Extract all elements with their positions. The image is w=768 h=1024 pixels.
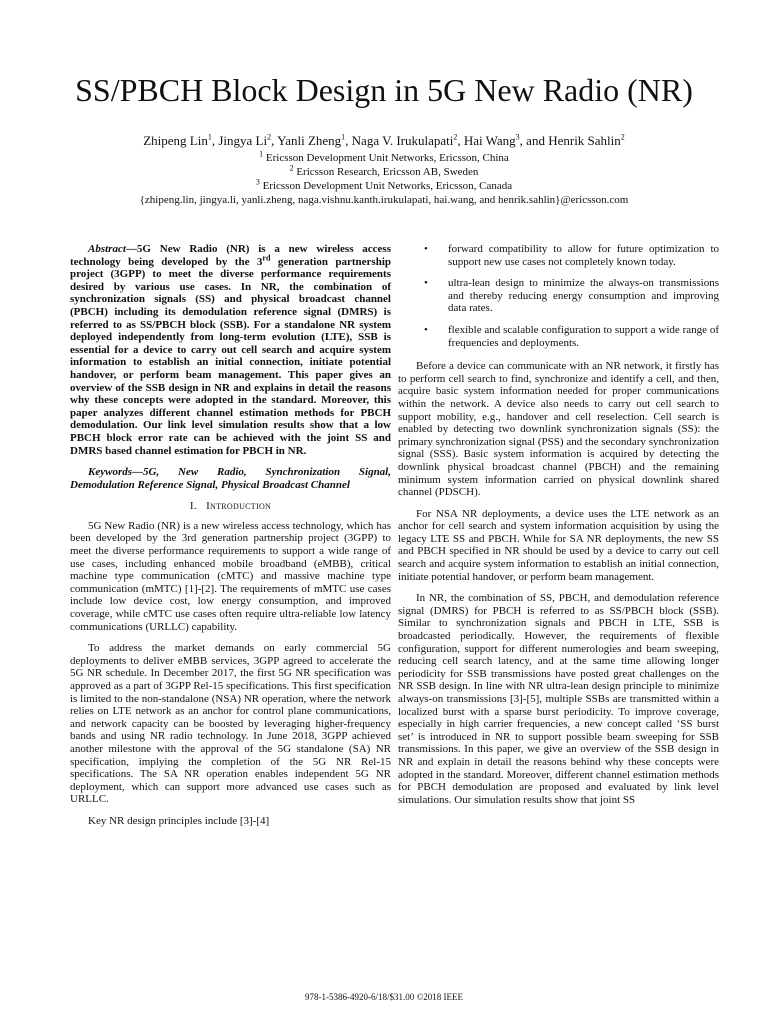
- list-item-text: forward compatibility to allow for future optimization to support new use cases not completely known today.: [448, 243, 719, 268]
- abstract: [70, 243, 391, 457]
- abstract-superscript: rd: [262, 252, 271, 262]
- author-affiliation-mark: 1: [341, 132, 346, 142]
- author-name: Zhipeng Lin: [143, 133, 208, 148]
- author-separator: ,: [345, 133, 352, 148]
- design-principles-list: [398, 243, 719, 349]
- author-name: Jingya Li: [218, 133, 268, 148]
- copyright-footer: 978-1-5386-4920-6/18/$31.00 ©2018 IEEE: [304, 992, 464, 1002]
- affiliation: [20, 165, 748, 179]
- author-affiliation-mark: 2: [267, 132, 272, 142]
- paper-title: SS/PBCH Block Design in 5G New Radio (NR): [75, 72, 693, 108]
- body-paragraph: Key NR design principles include [3]-[4]: [88, 814, 270, 827]
- affiliation-mark: 2: [289, 163, 294, 173]
- body-paragraph: 5G New Radio (NR) is a new wireless access technology, which has been developed by the 3rd generation partnership project (3GPP) to meet the diverse performance requirements to support a wide range of use cases, including enhanced mobile broadband (eMBB), critical machine type communication (cMTC) and massive machine type communication (mMTC) [1]-[2]. The requirements of mMTC use cases include low device cost, low energy consumption, and improved coverage, while cMTC use cases often require ultra-reliable low latency communications (URLLC) capability.: [70, 519, 391, 633]
- author-affiliation-mark: 1: [207, 132, 212, 142]
- affiliation-text: Ericsson Research, Ericsson AB, Sweden: [293, 166, 479, 178]
- abstract-label: Abstract: [88, 243, 126, 255]
- affiliation: [20, 151, 748, 165]
- author-separator: , and: [519, 133, 549, 148]
- author-affiliation-mark: 2: [620, 132, 625, 142]
- section-heading: [70, 500, 391, 513]
- author-separator: ,: [211, 133, 219, 148]
- affiliation-text: Ericsson Development Unit Networks, Ericsson, Canada: [259, 180, 513, 192]
- body-paragraph: For NSA NR deployments, a device uses the LTE network as an anchor for cell search and system information acquisition by using the legacy LTE SS and PBCH. While for SA NR deployments, the new SS and PBCH specified in NR should be used by a device to carry out cell search and acquire system information to establish an initial connection, initiate potential handover, or perform beam management.: [398, 507, 719, 583]
- author-affiliation-mark: 3: [515, 132, 520, 142]
- author-name: Hai Wang: [463, 133, 516, 148]
- author-name: Henrik Sahlin: [548, 133, 621, 148]
- right-column: [398, 243, 719, 815]
- author-separator: ,: [271, 133, 278, 148]
- abstract-text: generation partnership project (3GPP) to meet the diverse performance requirements desired by various use cases. In NR, the combination of synchronization signals (SS) and physical broadcast channel (PBCH) including its demodulation reference signal (DMRS) is referred to as SS/PBCH block (SSB). For a standalone NR system deployed independently from long-term evolution (LTE), SSB is essential for a device to carry out cell search and acquire system information to establish an initial connection, initiate potential handover, or perform beam management. This paper gives an overview of the SSB design in NR and explains in detail the reasons why these concepts were adopted in the standard. Moreover, this paper analyzes different channel estimation methods for PBCH demodulation. Our link level simulation results show that a low PBCH block error rate can be achieved with the joint SS and DMRS based channel estimation for PBCH in NR.: [70, 255, 391, 457]
- author-name: Yanli Zheng: [277, 133, 342, 148]
- bullet-icon: •: [424, 243, 428, 255]
- list-item-text: flexible and scalable configuration to support a wide range of frequencies and deployments.: [448, 323, 719, 349]
- affiliation: [20, 179, 748, 193]
- section-title-rest: ntroduction: [210, 500, 272, 513]
- author-emails: {zhipeng.lin, jingya.li, yanli.zheng, naga.vishnu.kanth.irukulapati, hai.wang, and henrik.sahlin}@ericsson.com: [139, 194, 629, 206]
- author-list: [20, 133, 748, 149]
- author-name: Naga V. Irukulapati: [351, 133, 454, 148]
- abstract-text: 5G New Radio (NR) is a new wireless access technology being developed by the 3: [70, 243, 391, 268]
- affiliation-mark: 3: [255, 177, 260, 187]
- body-paragraph: To address the market demands on early commercial 5G deployments to deliver eMBB services, 3GPP agreed to accelerate the 5G NR schedule. In December 2017, the first 5G NR specification was approved as a part of 3GPP Rel-15 specifications. This first specification is limited to the non-standalone (NSA) NR operation, where the network relies on LTE network as an anchor for control plane communications, and network capacity can be boosted by leveraging higher-frequency bands and using NR radio technology. In June 2018, 3GPP achieved another milestone with the approval of the 5G standalone (SA) NR specification, implying the completion of the 5G NR Rel-15 specifications. The SA NR operation enables independent 5G NR deployment, which can support more advanced use cases such as URLLC.: [70, 642, 391, 806]
- bullet-icon: •: [424, 323, 428, 336]
- author-affiliation-mark: 2: [453, 132, 458, 142]
- section-title-initial: I: [206, 500, 211, 513]
- keywords: Keywords—5G, New Radio, Synchronization Signal, Demodulation Reference Signal, Physical Broadcast Channel: [70, 466, 391, 491]
- bullet-icon: •: [424, 277, 428, 290]
- abstract-dash: —: [125, 243, 137, 255]
- list-item: [398, 277, 719, 315]
- author-separator: ,: [457, 133, 464, 148]
- affiliation-text: Ericsson Development Unit Networks, Ericsson, China: [263, 152, 509, 164]
- left-column: [70, 243, 391, 837]
- list-item: [398, 324, 719, 349]
- list-item-text: ultra-lean design to minimize the always-on transmissions and thereby reducing energy consumption and improving data rates.: [448, 277, 719, 315]
- section-number: I.: [189, 500, 197, 513]
- affiliation-mark: 1: [259, 149, 264, 159]
- body-paragraph: In NR, the combination of SS, PBCH, and demodulation reference signal (DMRS) for PBCH is referred to as SS/PBCH block (SSB). Similar to synchronization signals and PBCH in LTE, SSB is broadcasted periodically. However, the requirements of flexible configuration, support for different numerologies and beam sweeping, reducing cell search latency, and at the same time allowing longer periodicity for SSB transmissions have posted great challenges on the NR SSB design. In line with NR ultra-lean design principle to minimize always-on transmissions [3]-[5], multiple SSBs are transmitted within a localized burst with a sparse burst periodicity. To improve coverage, especially in high carrier frequencies, a new concept called ‘SS burst set’ is introduced in NR to support possible beam sweeping for SSB transmissions. In this paper, we give an overview of the SSB design in NR and explain in detail the reasons behind why these concepts were adopted in the standard. Moreover, different channel estimation methods for PBCH demodulation are proposed and evaluated by link level simulations. Our simulation results show that joint SS: [398, 592, 719, 806]
- body-paragraph: Before a device can communicate with an NR network, it firstly has to perform cell search to find, synchronize and identify a cell, and then, acquire basic system information needed for proper communications within the network. A device also needs to carry out cell search to support mobility, e.g., handover and cell reselection. Cell search is enabled by detecting two downlink synchronization signals (SS): the primary synchronization signal (PSS) and the secondary synchronization signal (SSS). Basic system information is acquired by detecting the downlink physical broadcast channel (PBCH) and the remaining minimum system information carried on physical downlink shared channel (PDSCH).: [398, 360, 719, 499]
- list-item: [398, 243, 719, 268]
